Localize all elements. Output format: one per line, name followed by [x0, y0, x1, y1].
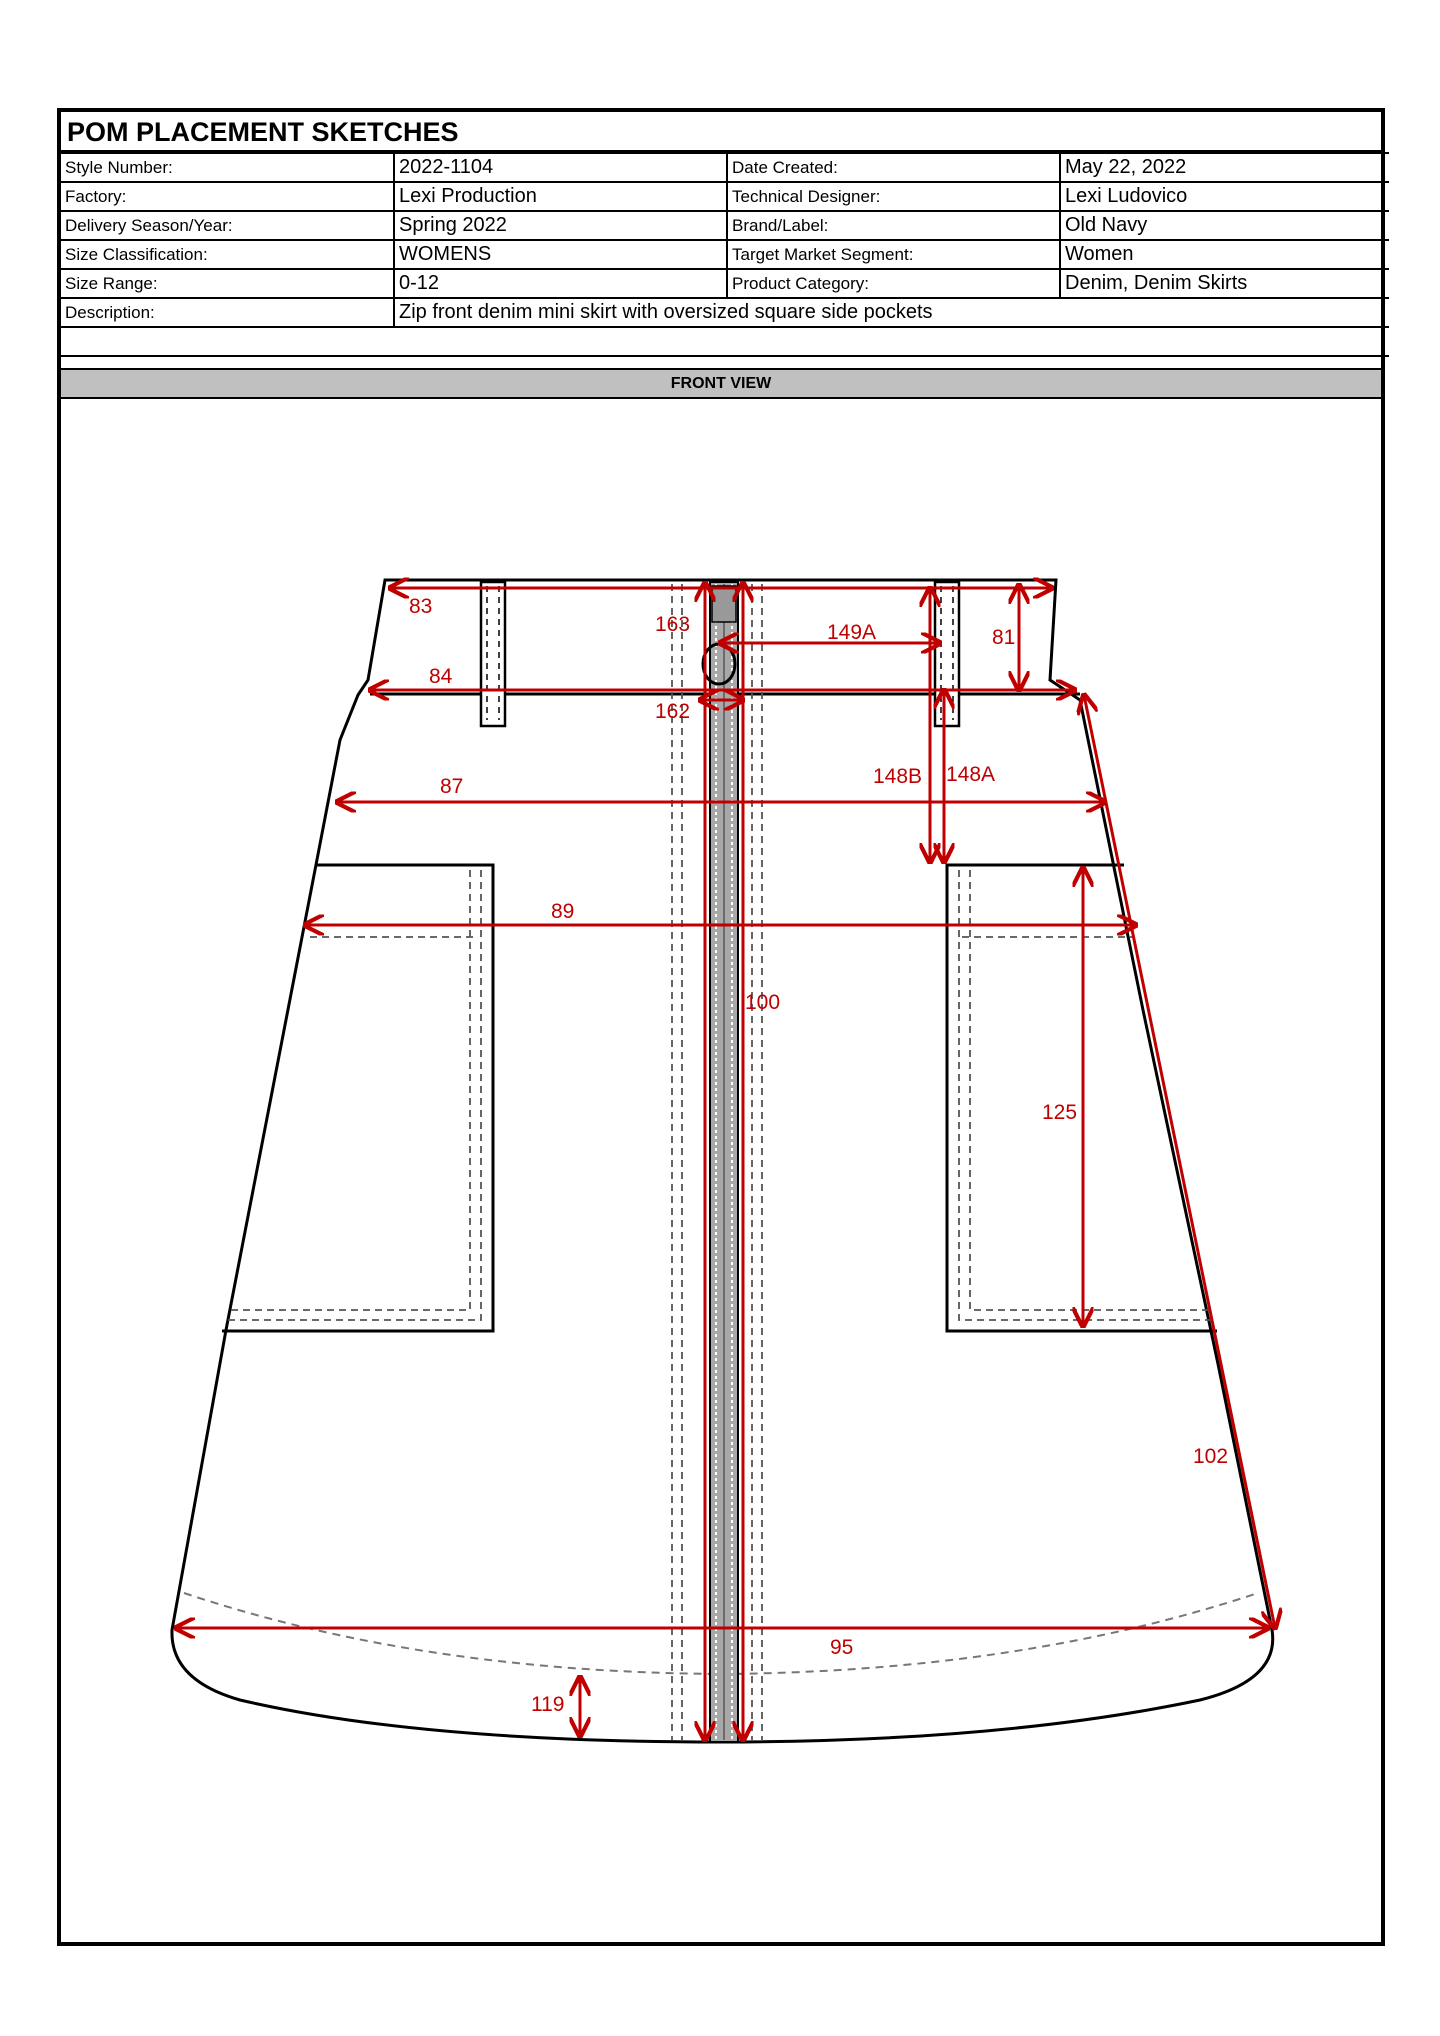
- page-title: POM PLACEMENT SKETCHES: [61, 112, 1381, 152]
- label-brand: Brand/Label:: [727, 211, 1060, 240]
- pom-label-83: 83: [409, 595, 433, 618]
- pom-label-84: 84: [429, 665, 453, 688]
- pom-label-148a: 148A: [946, 763, 996, 786]
- pom-label-81: 81: [992, 626, 1016, 649]
- front-view-header: FRONT VIEW: [61, 368, 1381, 399]
- zipper: [703, 582, 738, 1742]
- pom-label-163: 163: [655, 613, 691, 636]
- label-delivery-season: Delivery Season/Year:: [61, 211, 394, 240]
- pom-label-95: 95: [830, 1636, 854, 1659]
- pom-label-125: 125: [1042, 1101, 1078, 1124]
- pom-label-119: 119: [531, 1693, 565, 1716]
- value-size-range: 0-12: [394, 269, 727, 298]
- label-technical-designer: Technical Designer:: [727, 182, 1060, 211]
- label-description: Description:: [61, 298, 394, 327]
- pom-label-148b: 148B: [873, 765, 923, 788]
- label-product-category: Product Category:: [727, 269, 1060, 298]
- label-style-number: Style Number:: [61, 153, 394, 182]
- pom-label-149a: 149A: [827, 621, 877, 644]
- label-size-classification: Size Classification:: [61, 240, 394, 269]
- value-target-market: Women: [1060, 240, 1389, 269]
- value-technical-designer: Lexi Ludovico: [1060, 182, 1389, 211]
- label-size-range: Size Range:: [61, 269, 394, 298]
- measurement-labels: [409, 595, 1228, 1716]
- value-description: Zip front denim mini skirt with oversized square side pockets: [394, 298, 1389, 327]
- value-factory: Lexi Production: [394, 182, 727, 211]
- label-factory: Factory:: [61, 182, 394, 211]
- value-style-number: 2022-1104: [394, 153, 727, 182]
- label-date-created: Date Created:: [727, 153, 1060, 182]
- pom-label-89: 89: [551, 900, 575, 923]
- value-date-created: May 22, 2022: [1060, 153, 1389, 182]
- pom-label-87: 87: [440, 775, 464, 798]
- value-brand: Old Navy: [1060, 211, 1389, 240]
- value-product-category: Denim, Denim Skirts: [1060, 269, 1389, 298]
- value-size-classification: WOMENS: [394, 240, 727, 269]
- value-delivery-season: Spring 2022: [394, 211, 727, 240]
- label-target-market: Target Market Segment:: [727, 240, 1060, 269]
- pom-label-100: 100: [745, 991, 781, 1014]
- pom-label-102: 102: [1193, 1445, 1229, 1468]
- pom-line-102: [1084, 695, 1275, 1628]
- pom-label-162: 162: [655, 700, 691, 723]
